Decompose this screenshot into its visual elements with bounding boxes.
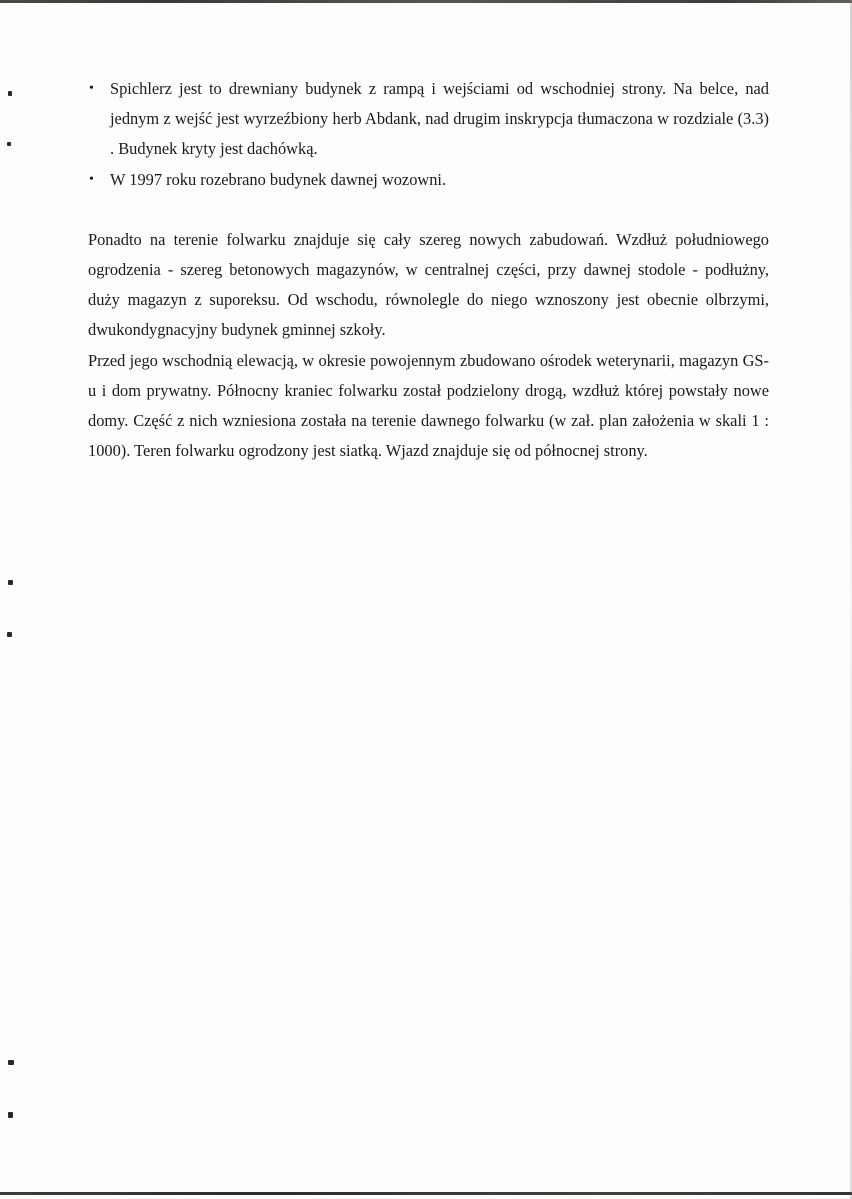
paragraph-eastern-elevation: Przed jego wschodnią elewacją, w okresie powojennym zbudowano ośrodek weterynarii, magazyn GS-u i dom prywatny. Północny kraniec folwarku został podzielony drogą, wzdłuż której powstały nowe domy. Część z nich wzniesiona została na terenie dawnego folwarku (w zał. plan założenia w skali 1 : 1000). Teren folwarku ogrodzony jest siatką. Wjazd znajduje się od północnej strony. — [88, 350, 769, 461]
scan-speck — [8, 1060, 14, 1065]
scan-edge-top-artifact — [0, 0, 852, 3]
scan-speck — [7, 142, 11, 146]
scan-speck — [8, 91, 12, 96]
scan-speck — [8, 1112, 13, 1118]
bullet-list — [88, 74, 769, 195]
scan-speck — [7, 632, 12, 637]
list-item: • Spichlerz jest to drewniany budynek z rampą i wejściami od wschodniej strony. Na belce, nad jednym z wejść jest wyrzeźbiony herb Abdank, nad drugim inskrypcja tłumaczona w rozdziale (3.3) . Budynek kryty jest dachówką. — [88, 74, 769, 165]
scan-edge-bottom-artifact — [0, 1192, 852, 1195]
list-item: • W 1997 roku rozebrano budynek dawnej wozowni. — [88, 165, 769, 195]
paragraph-new-buildings: Ponadto na terenie folwarku znajduje się cały szereg nowych zabudowań. Wzdłuż południowego ogrodzenia - szereg betonowych magazynów, w centralnej części, przy dawnej stodole - podłużny, duży magazyn z suporeksu. Od wschodu, równolegle do niego wznoszony jest obecnie olbrzymi, dwukondygnacyjny budynek gminnej szkoły. — [88, 229, 769, 340]
document-body — [88, 74, 769, 466]
scan-speck — [8, 580, 13, 585]
